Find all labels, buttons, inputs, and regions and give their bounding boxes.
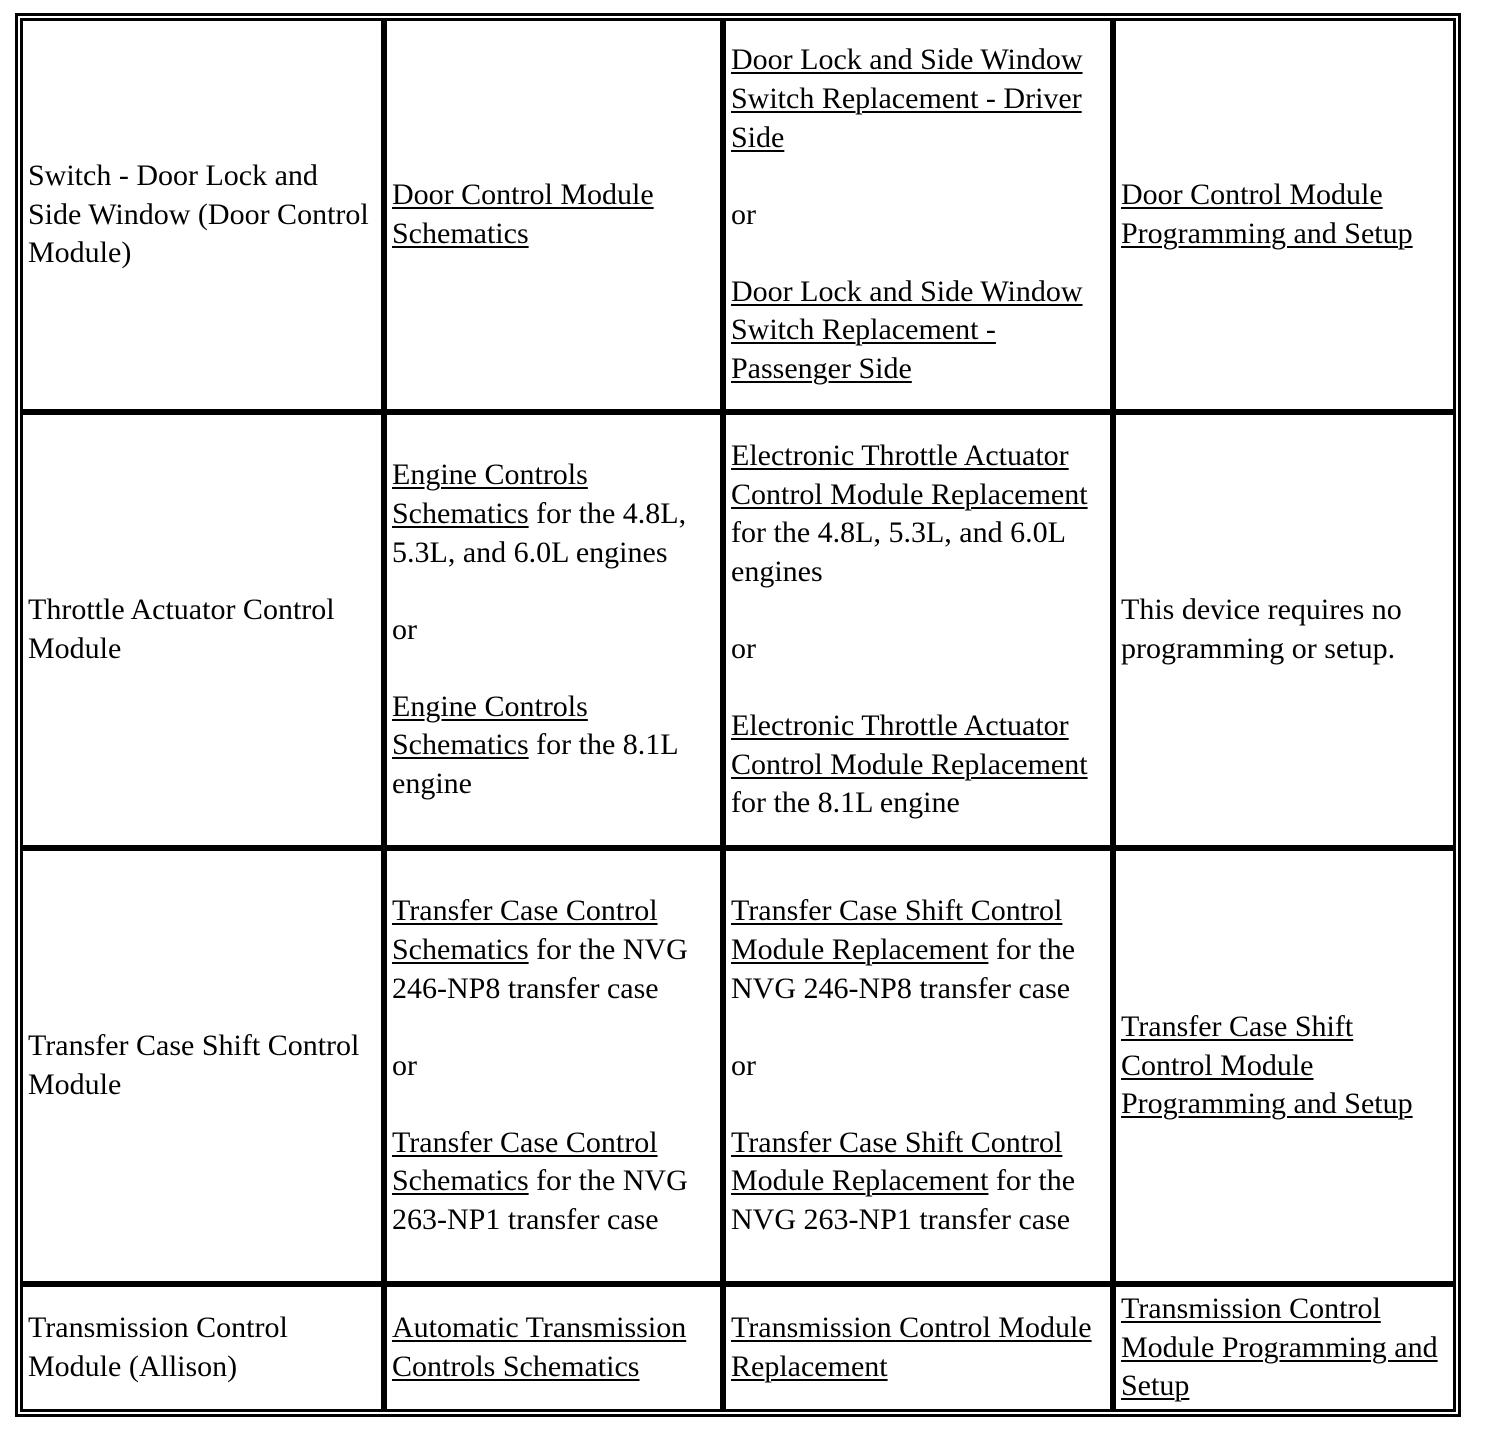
or-separator: or xyxy=(731,197,756,231)
schematics-link[interactable]: Automatic Transmission Controls Schematics xyxy=(392,1311,687,1383)
replacement-link[interactable]: Transfer Case Shift Control Module Replacement xyxy=(731,1125,1063,1198)
table-row-3-schematics-cell xyxy=(384,1284,723,1412)
table-row-2-schematics-cell xyxy=(384,848,723,1284)
table-row-0-schematics-cell xyxy=(384,18,723,412)
schematics-suffix: for the NVG 246-NP8 transfer case xyxy=(392,932,688,1005)
replacement-suffix: for the 4.8L, 5.3L, and 6.0L engines xyxy=(731,516,1065,588)
replacement-link[interactable]: Door Lock and Side Window Switch Replacement - Passenger Side xyxy=(731,274,1083,386)
table-row-1-programming-cell xyxy=(1113,412,1456,848)
schematics-link[interactable]: Transfer Case Control Schematics xyxy=(392,894,658,966)
table-row-0-component-cell xyxy=(20,18,384,412)
component-name: Throttle Actuator Control Module xyxy=(28,593,335,665)
schematics-link[interactable]: Engine Controls Schematics xyxy=(392,689,588,762)
schematics-suffix: for the 8.1L engine xyxy=(392,728,678,801)
or-separator: or xyxy=(731,1048,756,1082)
component-name: Transmission Control Module (Allison) xyxy=(28,1311,288,1383)
schematics-suffix: for the NVG 263-NP1 transfer case xyxy=(392,1164,688,1237)
schematics-link[interactable]: Transfer Case Control Schematics xyxy=(392,1125,658,1198)
table-row-3-replacement-cell xyxy=(723,1284,1113,1412)
table-row-2-programming-cell xyxy=(1113,848,1456,1284)
replacement-link[interactable]: Transfer Case Shift Control Module Replacement xyxy=(731,894,1063,966)
programming-link[interactable]: Transmission Control Module Programming and Setup xyxy=(1121,1292,1438,1403)
replacement-link[interactable]: Transmission Control Module Replacement xyxy=(731,1311,1092,1383)
or-separator: or xyxy=(731,632,756,665)
or-separator: or xyxy=(392,1048,417,1082)
component-name: Switch - Door Lock and Side Window (Door Control Module) xyxy=(28,159,369,270)
table-row-0-replacement-cell xyxy=(723,18,1113,412)
table-row-2-component-cell xyxy=(20,848,384,1284)
replacement-link[interactable]: Electronic Throttle Actuator Control Module Replacement xyxy=(731,709,1088,781)
schematics-suffix: for the 4.8L, 5.3L, and 6.0L engines xyxy=(392,496,687,569)
table-row-0-programming-cell xyxy=(1113,18,1456,412)
programming-note: This device requires no programming or setup. xyxy=(1121,593,1402,665)
replacement-link[interactable]: Door Lock and Side Window Switch Replacement - Driver Side xyxy=(731,43,1083,154)
module-table xyxy=(15,13,1461,1417)
programming-link[interactable]: Transfer Case Shift Control Module Programming and Setup xyxy=(1121,1010,1413,1121)
programming-link[interactable]: Door Control Module Programming and Setup xyxy=(1121,178,1413,250)
table-row-1-component-cell xyxy=(20,412,384,848)
replacement-suffix: for the NVG 246-NP8 transfer case xyxy=(731,932,1076,1005)
component-name: Transfer Case Shift Control Module xyxy=(28,1029,360,1101)
table-row-1-schematics-cell xyxy=(384,412,723,848)
replacement-suffix: for the 8.1L engine xyxy=(731,786,960,820)
table-row-1-replacement-cell xyxy=(723,412,1113,848)
replacement-link[interactable]: Electronic Throttle Actuator Control Module Replacement xyxy=(731,439,1088,511)
table-row-2-replacement-cell xyxy=(723,848,1113,1284)
schematics-link[interactable]: Engine Controls Schematics xyxy=(392,458,588,530)
table-row-3-programming-cell xyxy=(1113,1284,1456,1412)
or-separator: or xyxy=(392,612,417,646)
schematics-link[interactable]: Door Control Module Schematics xyxy=(392,178,654,250)
replacement-suffix: for the NVG 263-NP1 transfer case xyxy=(731,1164,1076,1237)
table-row-3-component-cell xyxy=(20,1284,384,1412)
